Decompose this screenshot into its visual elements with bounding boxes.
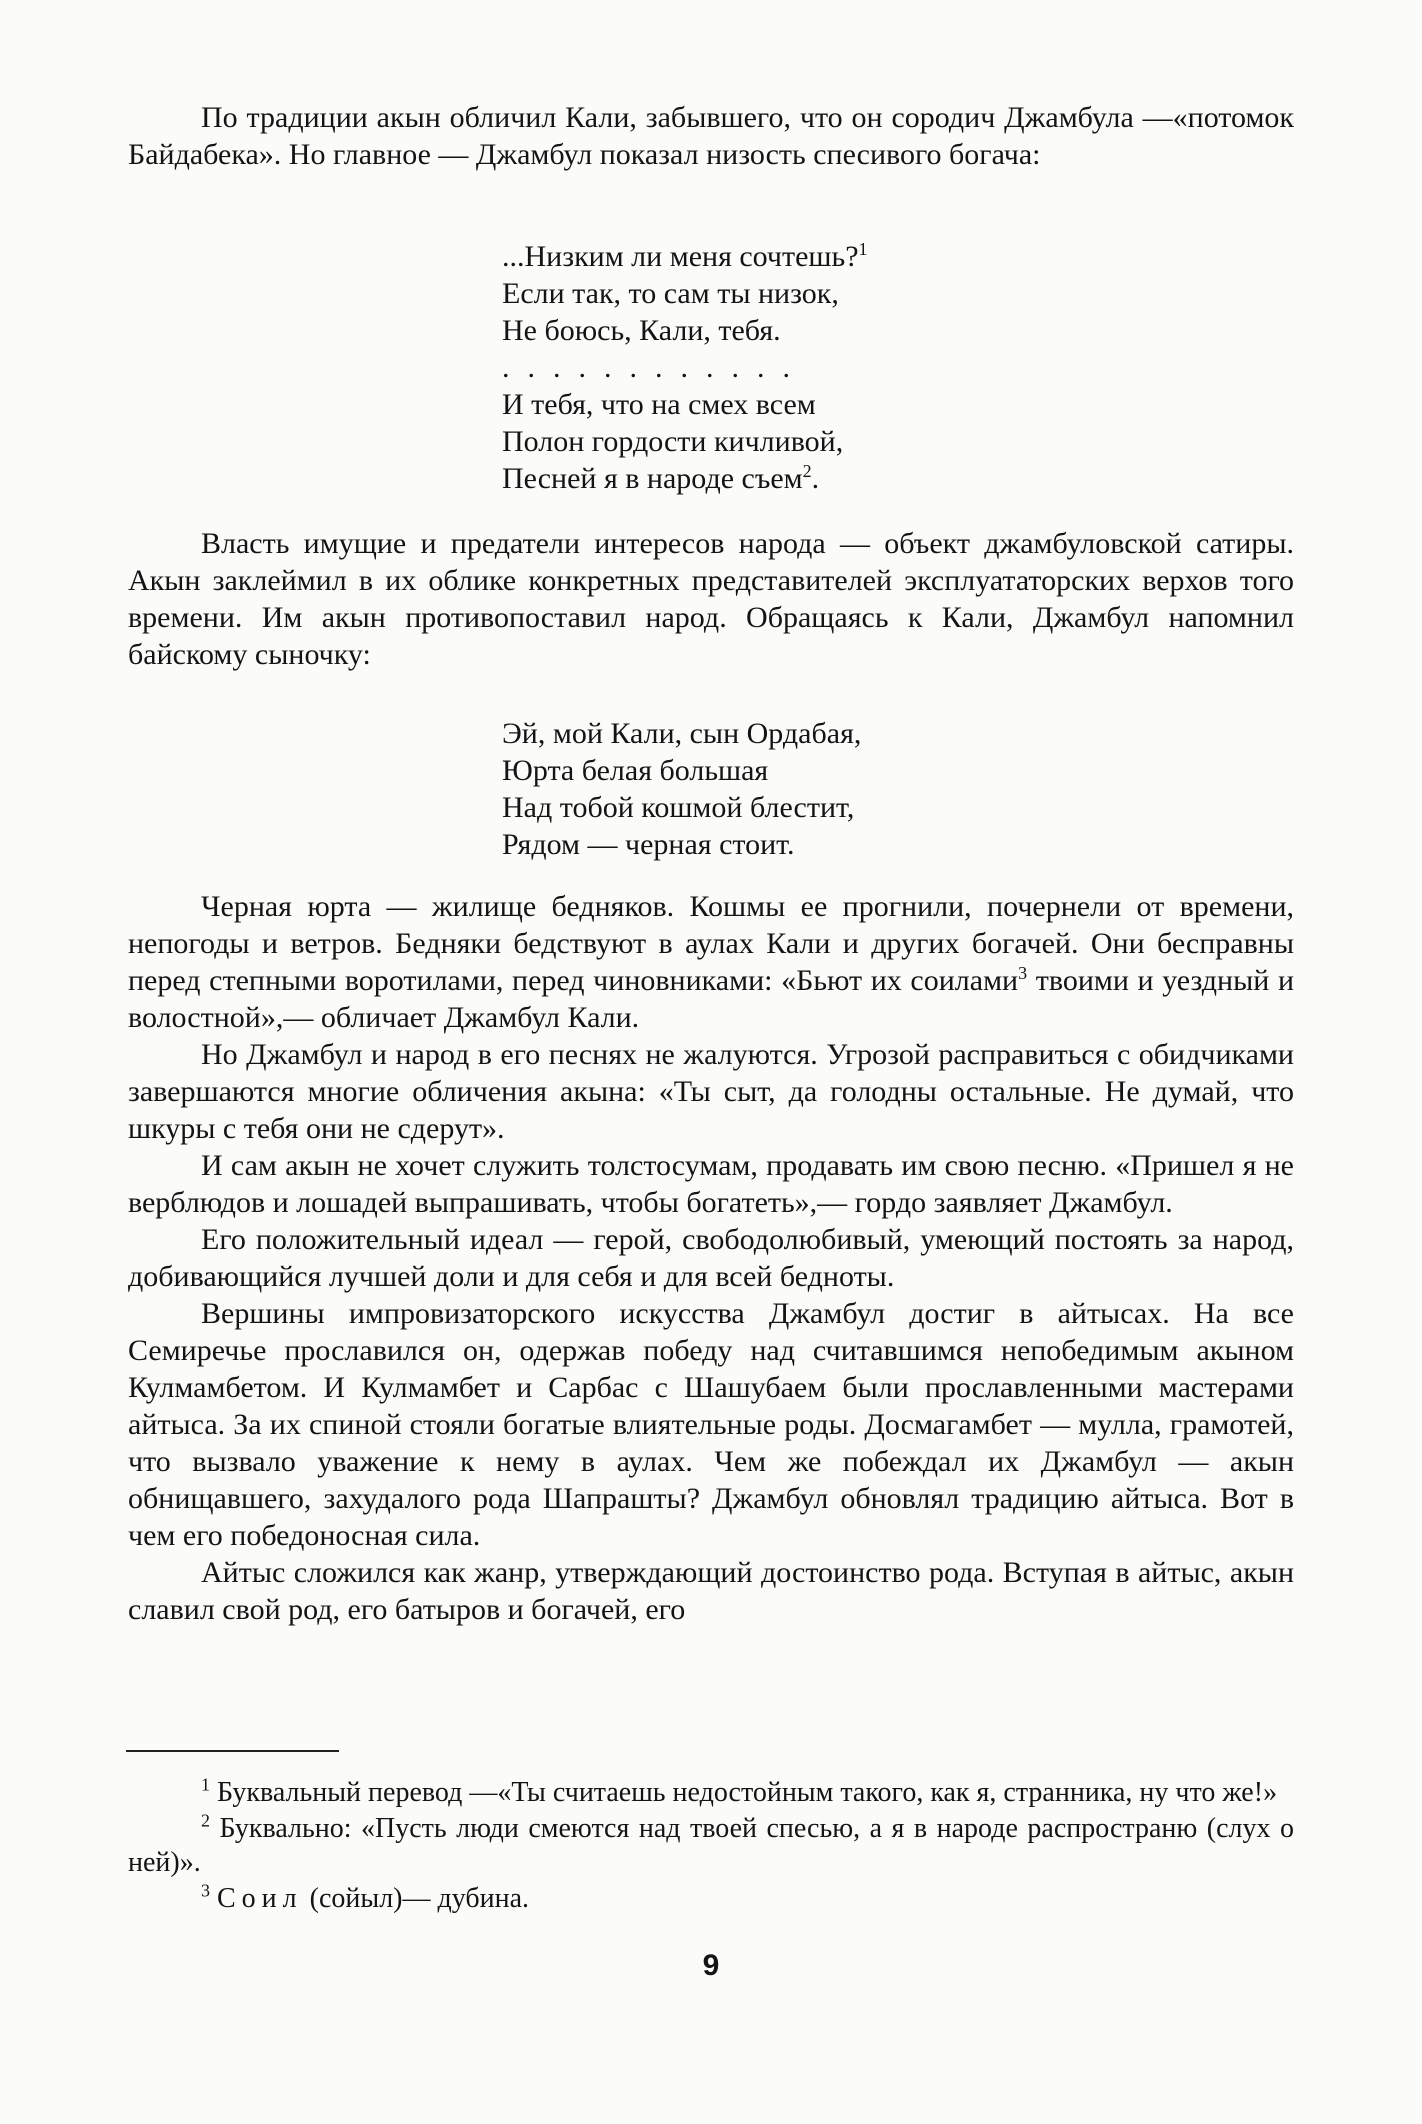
paragraph-satire: [128, 525, 1294, 673]
verse-ellipsis: ............: [502, 351, 808, 384]
verse-line: И тебя, что на смех всем: [502, 388, 816, 421]
verse-line: Не боюсь, Кали, тебя.: [502, 314, 781, 347]
verse-line: Над тобой кошмой блестит,: [502, 791, 855, 824]
verse-line: Эй, мой Кали, сын Ордабая,: [502, 717, 862, 750]
paragraph: Его положительный идеал — герой, свободолюбивый, умеющий постоять за народ, добивающийся лучшей доли и для себя и для всей бедноты.: [128, 1223, 1294, 1293]
paragraph-intro: [128, 99, 1294, 173]
paragraph: Айтыс сложился как жанр, утверждающий достоинство рода. Вступая в айтыс, акын славил свой род, его батыров и богачей, его: [128, 1556, 1294, 1626]
footnote-divider: [126, 1750, 339, 1752]
paragraph: И сам акын не хочет служить толстосумам, продавать им свою песню. «Пришел я не верблюдов и лошадей выпрашивать, чтобы богатеть»,— гордо заявляет Джамбул.: [128, 1149, 1294, 1219]
paragraph: Черная юрта — жилище бедняков. Кошмы ее прогнили, почернели от времени, непогоды и ветров. Бедняки бедствуют в аулах Кали и других богачей. Они бесправны перед степными воротилами, перед чиновниками: «Бьют их соилами$^3$ твоими и уездный и волостной»,— обличает Джамбул Кали.: [128, 890, 1294, 1034]
body-text: [128, 888, 1294, 1628]
footnote-ref: 3: [1018, 963, 1028, 983]
verse-quote-2: [502, 715, 861, 863]
verse-line: Песней я в народе съем$^2$.: [502, 461, 820, 495]
verse-quote-1: [502, 238, 868, 497]
paragraph: По традиции акын обличил Кали, забывшего, что он сородич Джамбула —«потомок Байдабека». Но главное — Джамбул показал низость спесивого богача:: [128, 101, 1294, 171]
footnote-ref: 1: [858, 239, 868, 259]
footnote-2: $^2$ Буквально: «Пусть люди смеются над твоей спесью, а я в народе распространю (слух о ней)».: [128, 1810, 1294, 1878]
verse-line: Полон гордости кичливой,: [502, 425, 844, 458]
footnotes: [128, 1776, 1294, 1918]
verse-line: ...Низким ли меня сочтешь?$^1$: [502, 239, 868, 273]
verse-line: Если так, то сам ты низок,: [502, 277, 839, 310]
verse-line: Рядом — черная стоит.: [502, 828, 795, 861]
page-number: 9: [702, 1949, 720, 1982]
verse-line: Юрта белая большая: [502, 754, 769, 787]
paragraph: Власть имущие и предатели интересов народа — объект джамбуловской сатиры. Акын заклеймил в их облике конкретных представителей эксплуататорских верхов того времени. Им акын противопоставил народ. Обращаясь к Кали, Джамбул напомнил байскому сыночку:: [128, 527, 1294, 671]
footnote-3: $^3$ Соил (сойыл)— дубина.: [201, 1880, 530, 1914]
footnote-ref: 2: [802, 461, 812, 481]
footnote-1: $^1$ Буквальный перевод —«Ты считаешь недостойным такого, как я, странника, ну что же!»: [201, 1774, 1278, 1808]
paragraph: Вершины импровизаторского искусства Джамбул достиг в айтысах. На все Семиречье прославился он, одержав победу над считавшимся непобедимым акыном Кулмамбетом. И Кулмамбет и Сарбас с Шашубаем были прославленными мастерами айтыса. За их спиной стояли богатые влиятельные роды. Досмагамбет — мулла, грамотей, что вызвало уважение к нему в аулах. Чем же побеждал их Джамбул — акын обнищавшего, захудалого рода Шапрашты? Джамбул обновлял традицию айтыса. Вот в чем его победоносная сила.: [128, 1297, 1294, 1552]
paragraph: Но Джамбул и народ в его песнях не жалуются. Угрозой расправиться с обидчиками завершаются многие обличения акына: «Ты сыт, да голодны остальные. Не думай, что шкуры с тебя они не сдерут».: [128, 1038, 1294, 1145]
